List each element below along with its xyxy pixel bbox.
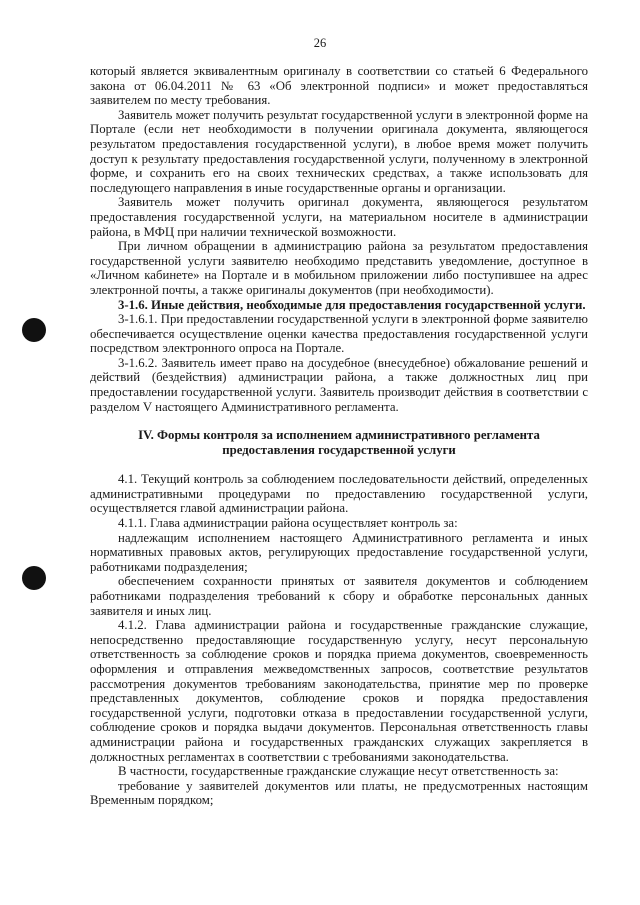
paragraph: 4.1. Текущий контроль за соблюдением последовательности действий, определенных административными процедурами по предоставлению государственной услуги, осуществляется главой администрации района. (90, 472, 588, 516)
section-heading (90, 428, 588, 458)
paragraph: В частности, государственные гражданские служащие несут ответственность за: (118, 764, 559, 779)
paragraph: 4.1.2. Глава администрации района и государственные гражданские служащие, непосредственно предоставляющие государственную услугу, несут персональную ответственность за соблюдение сроков и порядка приема документов, своевременность оформления и отправления межведомственных запросов, соответствие результатов рассмотрения документов требованиям законодательства, принятие мер по проверке представленных документов, соблюдение сроков и порядка предоставления государственной услуги, подготовки отказа в предоставлении государственной услуги, соблюдение сроков и порядка выдачи документов. Персональная ответственность главы администрации района и государственных гражданских служащих закрепляется в должностных регламентах в соответствии с требованиями законодательства. (90, 618, 588, 764)
paragraph: который является эквивалентным оригиналу в соответствии со статьей 6 Федерального закона от 06.04.2011 № 63 «Об электронной подписи» и может предоставляться заявителем по месту требования. (90, 64, 588, 108)
section-heading-line: предоставления государственной услуги (222, 443, 456, 458)
paragraph: обеспечением сохранности принятых от заявителя документов и соблюдением работниками подразделения требований к сбору и обработке персональных данных заявителя и иных лиц. (90, 574, 588, 618)
paragraph: Заявитель может получить оригинал документа, являющегося результатом предоставления государственной услуги, на материальном носителе в администрации района, в МФЦ при наличии технической возможности. (90, 195, 588, 239)
paragraph: надлежащим исполнением настоящего Административного регламента и иных нормативных правовых актов, регулирующих предоставление государственной услуги, работниками подразделения; (90, 530, 588, 574)
document-body (90, 64, 588, 808)
paragraph: Заявитель может получить результат государственной услуги в электронной форме на Портале (если нет необходимости в получении оригинала документа, являющегося результатом предоставления государственной услуги), в любое время может получить доступ к результату предоставления государственной услуги, полученному в электронной форме, и сохранить его на своих технических средствах, а также использовать для последующего направления в иные государственные органы и организации. (90, 107, 588, 195)
paragraph: При личном обращении в администрацию района за результатом предоставления государственной услуги заявителю необходимо представить уведомление, доступное в «Личном кабинете» на Портале и в мобильном приложении либо поступившее на адрес электронной почты, а также оригиналы документов (при необходимости). (90, 239, 588, 297)
paragraph: 4.1.1. Глава администрации района осуществляет контроль за: (118, 516, 458, 531)
punch-hole-mark (22, 566, 46, 590)
paragraph: 3-1.6.2. Заявитель имеет право на досудебное (внесудебное) обжалование решений и действий (бездействия) администрации района, а также должностных лиц при предоставлении государственной услуги. Заявитель производит действия в соответствии с разделом V настоящего Административного регламента. (90, 355, 588, 414)
paragraph: 3-1.6.1. При предоставлении государственной услуги в электронной форме заявителю обеспечивается осуществление оценки качества предоставления государственной услуги посредством электронного опроса на Портале. (90, 312, 588, 356)
punch-hole-mark (22, 318, 46, 342)
page-number: 26 (313, 36, 327, 50)
paragraph: требование у заявителей документов или платы, не предусмотренных настоящим Временным порядком; (90, 778, 588, 808)
subsection-heading: 3-1.6. Иные действия, необходимые для предоставления государственной услуги. (118, 297, 586, 312)
section-heading-line: IV. Формы контроля за исполнением административного регламента (138, 428, 540, 443)
